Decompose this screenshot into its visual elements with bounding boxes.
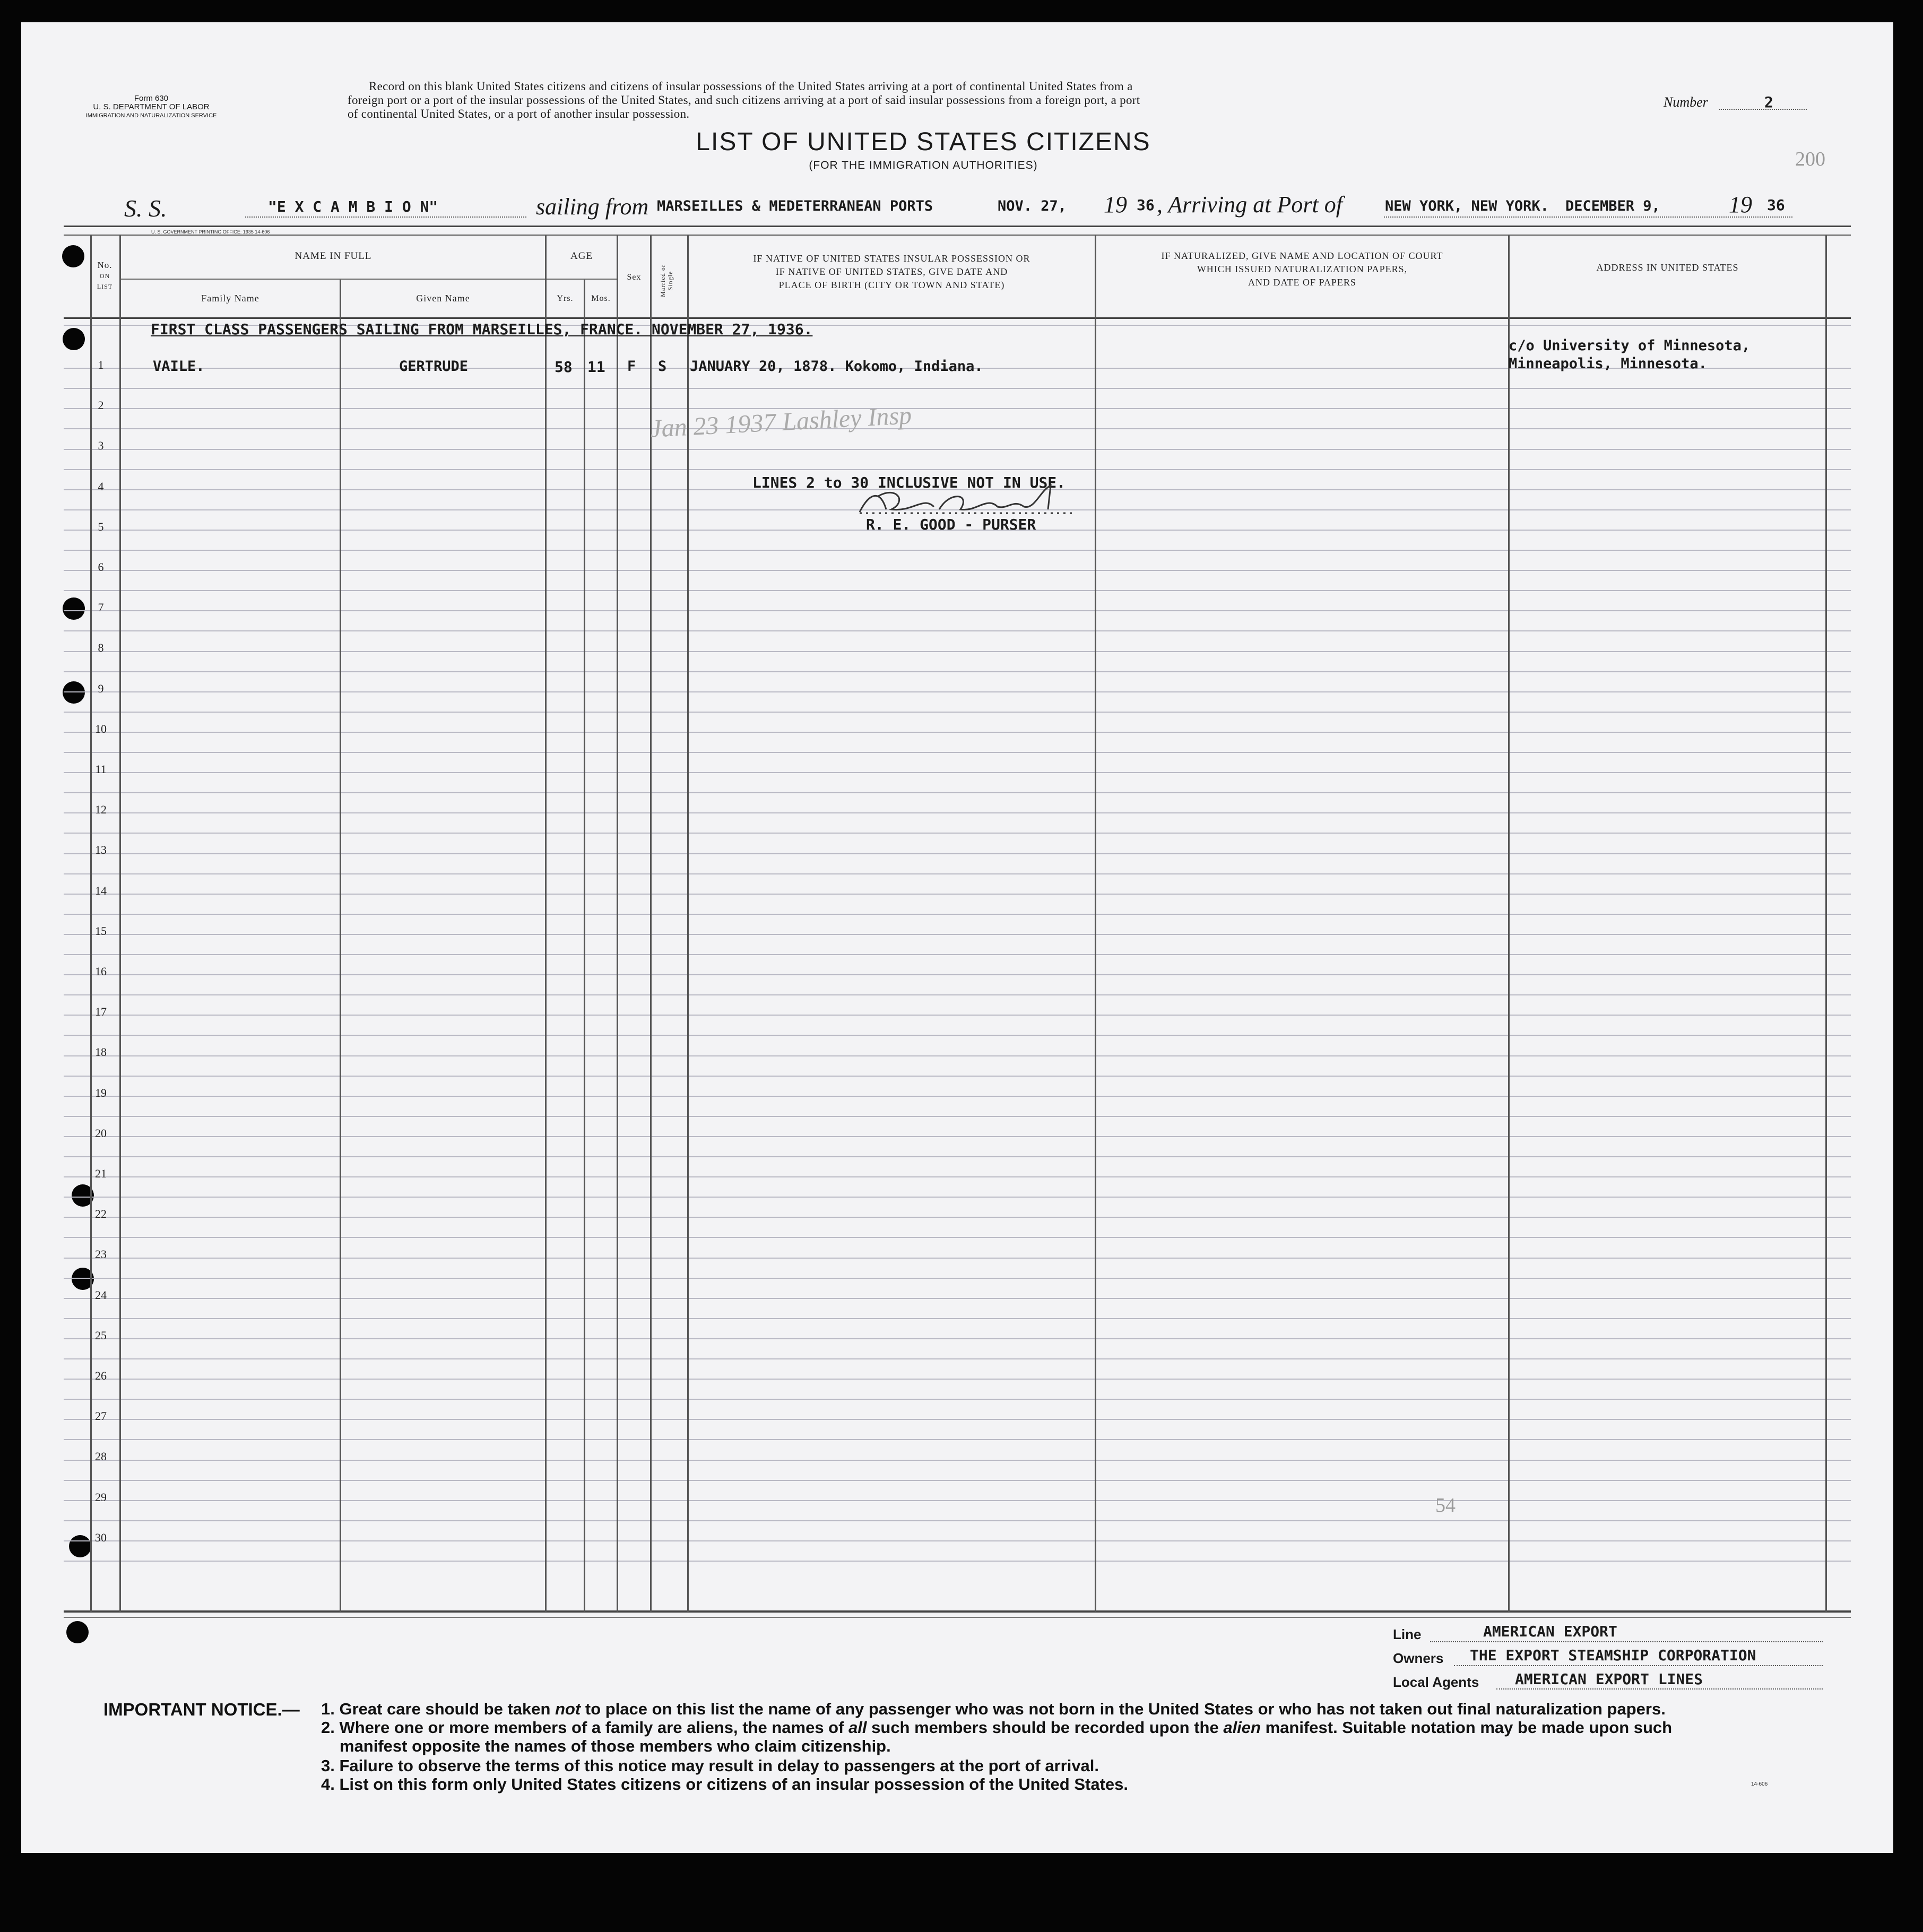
ruled-line: [64, 1561, 1851, 1562]
ruled-line: [64, 1358, 1851, 1359]
owners-value: THE EXPORT STEAMSHIP CORPORATION: [1470, 1647, 1756, 1664]
row-number: 8: [98, 641, 104, 654]
instructions-line: Record on this blank United States citizens and citizens of insular possessions of the United States arriving at a port of continental United States from a: [369, 80, 1133, 93]
instructions: [348, 80, 1568, 121]
ruled-line: [64, 388, 1851, 389]
ruled-line: [64, 914, 1851, 915]
header-naturalized-line: WHICH ISSUED NATURALIZATION PAPERS,: [1197, 264, 1408, 274]
number-label: Number: [1664, 94, 1708, 110]
age-years: 58: [555, 358, 573, 376]
header-age: AGE: [570, 250, 593, 262]
header-naturalized-line: IF NATURALIZED, GIVE NAME AND LOCATION OF COURT: [1161, 250, 1443, 261]
line-value: AMERICAN EXPORT: [1483, 1623, 1617, 1640]
departure-date: NOV. 27,: [998, 198, 1067, 214]
address-line: c/o University of Minnesota,: [1509, 337, 1751, 354]
agents-value: AMERICAN EXPORT LINES: [1515, 1670, 1703, 1688]
service: IMMIGRATION AND NATURALIZATION SERVICE: [85, 112, 217, 119]
number-line: [1719, 109, 1807, 110]
header-married-single: Married or Single: [659, 264, 674, 297]
arrival-date: DECEMBER 9,: [1565, 198, 1660, 214]
number-value: 2: [1764, 93, 1773, 111]
ruled-line: [64, 630, 1851, 631]
row-number: 10: [95, 722, 107, 735]
birth-date-place: JANUARY 20, 1878. Kokomo, Indiana.: [690, 358, 983, 375]
row-number: 16: [95, 965, 107, 978]
us-address: [1509, 337, 1750, 373]
ss-label: S. S.: [124, 195, 167, 222]
ruled-line: [64, 651, 1851, 652]
ruled-line: [64, 1116, 1851, 1117]
column-divider: [340, 280, 341, 1612]
header-given-name: Given Name: [416, 293, 470, 304]
row-number: 21: [95, 1167, 107, 1180]
ruled-line: [64, 712, 1851, 713]
notice-text: 1. Great care should be taken: [321, 1700, 556, 1718]
row-number: 22: [95, 1207, 107, 1220]
ruled-line: [64, 1258, 1851, 1259]
stamp-number: 54: [1435, 1494, 1456, 1517]
punch-hole: [63, 328, 85, 350]
given-name: GERTRUDE: [399, 358, 469, 375]
notice-item-2: [321, 1718, 1672, 1737]
row-number: 30: [95, 1531, 107, 1544]
header-name-in-full: NAME IN FULL: [294, 250, 372, 262]
page-subtitle: (FOR THE IMMIGRATION AUTHORITIES): [809, 159, 1038, 171]
departure-port: MARSEILLES & MEDETERRANEAN PORTS: [657, 198, 933, 214]
ruled-line: [64, 833, 1851, 834]
row-number: 27: [95, 1409, 107, 1423]
ruled-line: [64, 449, 1851, 450]
ruled-line: [64, 974, 1851, 975]
arrival-line: [1384, 216, 1792, 218]
instructions-line: of continental United States, or a port of another insular possession.: [348, 107, 690, 120]
column-divider: [617, 235, 618, 1612]
arriving-label: , Arriving at Port of: [1157, 192, 1342, 218]
punch-hole: [66, 1621, 89, 1643]
header-native: [689, 252, 1095, 292]
row-number: 1: [98, 358, 104, 371]
row-number: 15: [95, 924, 107, 938]
notice-emphasis: alien: [1223, 1718, 1261, 1737]
notice-text: such members should be recorded upon the: [867, 1718, 1224, 1737]
ruled-line: [64, 954, 1851, 955]
ruled-line: [64, 934, 1851, 935]
ruled-line: [64, 1500, 1851, 1501]
owners-label: Owners: [1393, 1650, 1444, 1666]
owners-underline: [1454, 1665, 1823, 1666]
notice-emphasis: not: [555, 1700, 581, 1718]
row-number: 4: [98, 480, 104, 493]
punch-hole: [62, 245, 84, 267]
header-native-line: PLACE OF BIRTH (CITY OR TOWN AND STATE): [778, 280, 1005, 290]
header-yrs: Yrs.: [557, 294, 574, 303]
column-divider: [1095, 235, 1096, 1612]
column-divider: [545, 235, 547, 1612]
address-line: Minneapolis, Minnesota.: [1509, 356, 1707, 372]
header-no-on-list: [90, 260, 119, 292]
ruled-line: [64, 1540, 1851, 1541]
sailing-label: sailing from: [536, 194, 649, 220]
agents-underline: [1496, 1688, 1823, 1690]
ship-line: [245, 216, 526, 218]
line-underline: [1430, 1641, 1823, 1642]
marital-status: S: [658, 358, 667, 375]
row-number: 14: [95, 884, 107, 897]
notice-text: 2. Where one or more members of a family are aliens, the names of: [321, 1718, 849, 1737]
ruled-line: [64, 1399, 1851, 1400]
agents-label: Local Agents: [1393, 1674, 1479, 1690]
ruled-line: [64, 610, 1851, 611]
ruled-line: [64, 1035, 1851, 1036]
arrival-year-suffix: 36: [1767, 196, 1785, 214]
ruled-line: [64, 732, 1851, 733]
ruled-line: [64, 1015, 1851, 1016]
column-divider: [1825, 235, 1827, 1612]
section-heading: FIRST CLASS PASSENGERS SAILING FROM MARSEILLES, FRANCE. NOVEMBER 27, 1936.: [151, 320, 813, 338]
row-number: 19: [95, 1086, 107, 1099]
family-name: VAILE.: [153, 358, 205, 375]
ruled-line: [64, 792, 1851, 793]
ruled-line: [64, 1520, 1851, 1521]
departure-year-suffix: 36: [1137, 196, 1155, 214]
column-divider: [1508, 235, 1510, 1612]
header-mos: Mos.: [591, 294, 611, 303]
row-number: 6: [98, 560, 104, 574]
ruled-line: [64, 1096, 1851, 1097]
ruled-line: [64, 428, 1851, 429]
ruled-line: [64, 671, 1851, 672]
header-native-line: IF NATIVE OF UNITED STATES, GIVE DATE AND: [775, 266, 1008, 277]
form-number: Form 630: [134, 94, 169, 103]
row-number: 2: [98, 398, 104, 412]
row-number: 17: [95, 1005, 107, 1018]
ruled-line: [64, 752, 1851, 753]
header-naturalized-line: AND DATE OF PAPERS: [1248, 277, 1356, 288]
notice-item-4: 4. List on this form only United States citizens or citizens of an insular possession of the United States.: [321, 1775, 1128, 1794]
ruled-line: [64, 1460, 1851, 1461]
row-number: 24: [95, 1288, 107, 1302]
ruled-line: [64, 1076, 1851, 1077]
ruled-line: [64, 853, 1851, 854]
ruled-line: [64, 1379, 1851, 1380]
ruled-line: [64, 812, 1851, 813]
ruled-line: [64, 1197, 1851, 1198]
ruled-line: [64, 1217, 1851, 1218]
row-number: 5: [98, 520, 104, 533]
age-subheader-line: [545, 279, 617, 280]
row-number: 11: [95, 763, 107, 776]
table-top-border-inner: [64, 235, 1851, 236]
row-number: 20: [95, 1127, 107, 1140]
department: U. S. DEPARTMENT OF LABOR: [93, 102, 210, 111]
row-number: 29: [95, 1491, 107, 1504]
column-divider: [584, 280, 585, 1612]
ruled-line: [64, 590, 1851, 591]
ruled-line: [64, 1439, 1851, 1440]
ruled-line: [64, 469, 1851, 470]
header-on: ON: [99, 272, 110, 280]
row-number: 7: [98, 601, 104, 614]
page-title: LIST OF UNITED STATES CITIZENS: [696, 128, 1151, 156]
ruled-line: [64, 550, 1851, 551]
header-bottom-border: [64, 317, 1851, 319]
notice-item-3: 3. Failure to observe the terms of this notice may result in delay to passengers at the port of arrival.: [321, 1756, 1099, 1775]
purser-name: R. E. GOOD - PURSER: [866, 516, 1036, 533]
ruled-line: [64, 1136, 1851, 1137]
table-bottom-border: [64, 1610, 1851, 1613]
ruled-line: [64, 408, 1851, 409]
row-number: 9: [98, 682, 104, 695]
ruled-line: [64, 691, 1851, 692]
not-in-use-note: LINES 2 to 30 INCLUSIVE NOT IN USE.: [752, 474, 1066, 491]
ruled-line: [64, 1278, 1851, 1279]
row-number: 3: [98, 439, 104, 452]
form-code: 14-606: [1751, 1781, 1768, 1787]
ship-name: "E X C A M B I O N": [268, 198, 438, 215]
row-number: 25: [95, 1329, 107, 1342]
ruled-line: [64, 1318, 1851, 1319]
header-list: LIST: [97, 283, 113, 290]
notice-text: manifest. Suitable notation may be made upon such: [1260, 1718, 1673, 1737]
ruled-line: [64, 1055, 1851, 1056]
age-months: 11: [587, 358, 605, 376]
ruled-line: [64, 570, 1851, 571]
row-number: 18: [95, 1045, 107, 1059]
arrival-year-prefix: 19: [1729, 192, 1752, 218]
row-number: 13: [95, 843, 107, 856]
table-bottom-border-inner: [64, 1617, 1851, 1618]
sex: F: [627, 358, 636, 375]
ruled-line: [64, 894, 1851, 895]
ruled-line: [64, 1298, 1851, 1299]
notice-text: to place on this list the name of any passenger who was not born in the United States or who has not taken out final naturalization papers.: [581, 1700, 1666, 1718]
name-subheader-line: [119, 279, 545, 280]
inspector-handwriting: Jan 23 1937 Lashley Insp: [649, 401, 913, 443]
header-family-name: Family Name: [201, 293, 259, 304]
row-number: 12: [95, 803, 107, 816]
arrival-port: NEW YORK, NEW YORK.: [1385, 198, 1549, 214]
table-top-border: [64, 226, 1851, 227]
ruled-line: [64, 873, 1851, 874]
header-no: No.: [97, 260, 112, 270]
notice-item-2-continued: manifest opposite the names of those members who claim citizenship.: [340, 1737, 891, 1755]
row-number: 26: [95, 1369, 107, 1382]
departure-year-prefix: 19: [1104, 192, 1127, 218]
instructions-line: foreign port or a port of the insular possessions of the United States, and such citizens arriving at a port of said insular possessions from a foreign port, a port: [348, 93, 1140, 107]
header-native-line: IF NATIVE OF UNITED STATES INSULAR POSSESSION OR: [753, 253, 1030, 264]
page-stamp: 200: [1795, 148, 1825, 170]
header-address: ADDRESS IN UNITED STATES: [1596, 262, 1739, 273]
ruled-line: [64, 1338, 1851, 1339]
printing-office: U. S. GOVERNMENT PRINTING OFFICE: 1935 14-606: [151, 229, 270, 235]
ruled-line: [64, 1156, 1851, 1157]
header-sex: Sex: [627, 273, 642, 282]
ruled-line: [64, 1176, 1851, 1177]
line-label: Line: [1393, 1626, 1422, 1642]
ruled-line: [64, 1237, 1851, 1238]
row-number: 28: [95, 1450, 107, 1463]
notice-item-1: [321, 1700, 1666, 1719]
form-identifier: [64, 94, 239, 120]
notice-title: IMPORTANT NOTICE.—: [103, 1700, 300, 1719]
ruled-line: [64, 1419, 1851, 1420]
ruled-line: [64, 772, 1851, 773]
header-naturalized: [1096, 249, 1508, 289]
notice-title-text: IMPORTANT NOTICE.: [103, 1700, 282, 1719]
ruled-line: [64, 994, 1851, 995]
notice-emphasis: all: [848, 1718, 867, 1737]
ruled-line: [64, 1480, 1851, 1481]
row-number: 23: [95, 1247, 107, 1261]
